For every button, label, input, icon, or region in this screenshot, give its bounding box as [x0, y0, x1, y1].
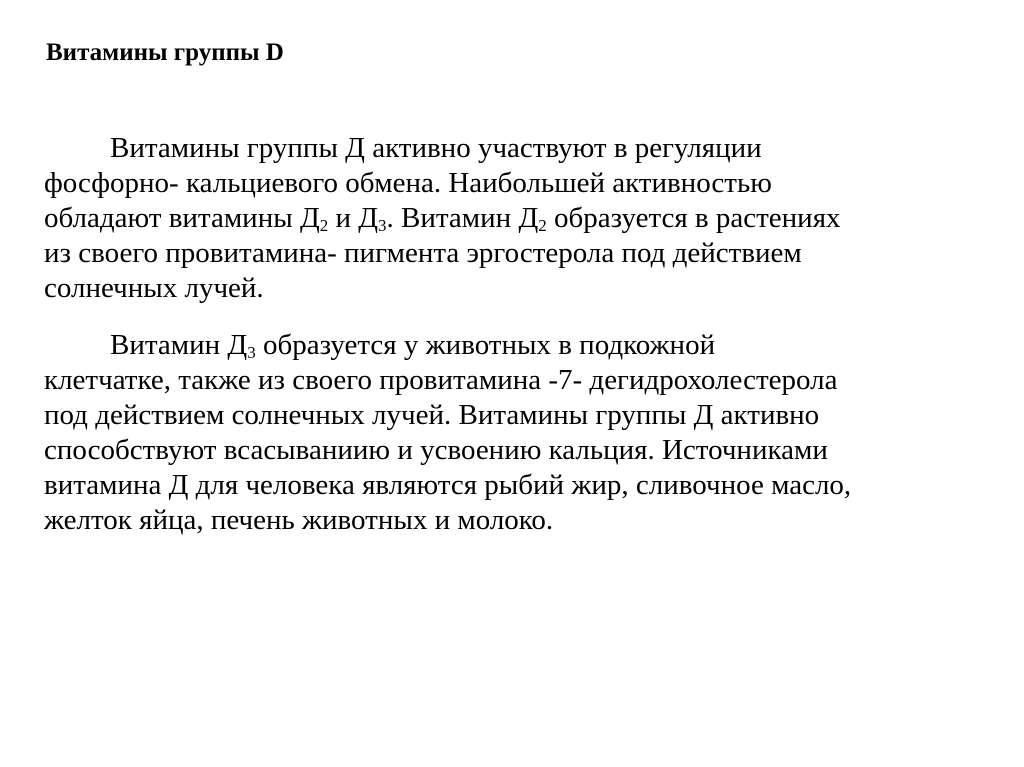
- text-line: способствуют всасываниию и усвоению кальция. Источниками: [44, 434, 828, 466]
- subscript: 3: [378, 216, 387, 235]
- subscript: 2: [319, 216, 329, 235]
- slide-title: Витамины группы D: [46, 39, 284, 66]
- subscript: 2: [538, 216, 547, 235]
- text-line-with-subscripts: [44, 328, 1004, 363]
- text-segment: образуется в растениях: [546, 202, 841, 234]
- subscript: 3: [247, 343, 256, 362]
- text-line: солнечных лучей.: [44, 272, 264, 304]
- text-segment: Витамин Д: [110, 329, 248, 361]
- paragraph-vitamin-d-groups: [44, 131, 1004, 306]
- text-segment: образуется у животных в подкожной: [255, 329, 716, 361]
- text-line: клетчатке, также из своего провитамина -7- дегидрохолестерола: [44, 364, 838, 396]
- text-line: Витамины группы Д активно участвуют в регуляции: [110, 132, 762, 164]
- text-line: желток яйца, печень животных и молоко.: [44, 504, 554, 536]
- text-segment: . Витамин Д: [386, 202, 539, 234]
- paragraph-vitamin-d3: [44, 328, 1004, 538]
- text-line: витамина Д для человека являются рыбий жир, сливочное масло,: [44, 469, 852, 501]
- text-segment: обладают витамины Д: [44, 202, 320, 234]
- text-line: фосфорно- кальциевого обмена. Наибольшей активностью: [44, 167, 772, 199]
- text-line-with-subscripts: [44, 201, 1004, 236]
- text-line: из своего провитамина- пигмента эргостерола под действием: [44, 237, 802, 269]
- text-segment: и Д: [328, 202, 379, 234]
- text-line: под действием солнечных лучей. Витамины группы Д активно: [44, 399, 820, 431]
